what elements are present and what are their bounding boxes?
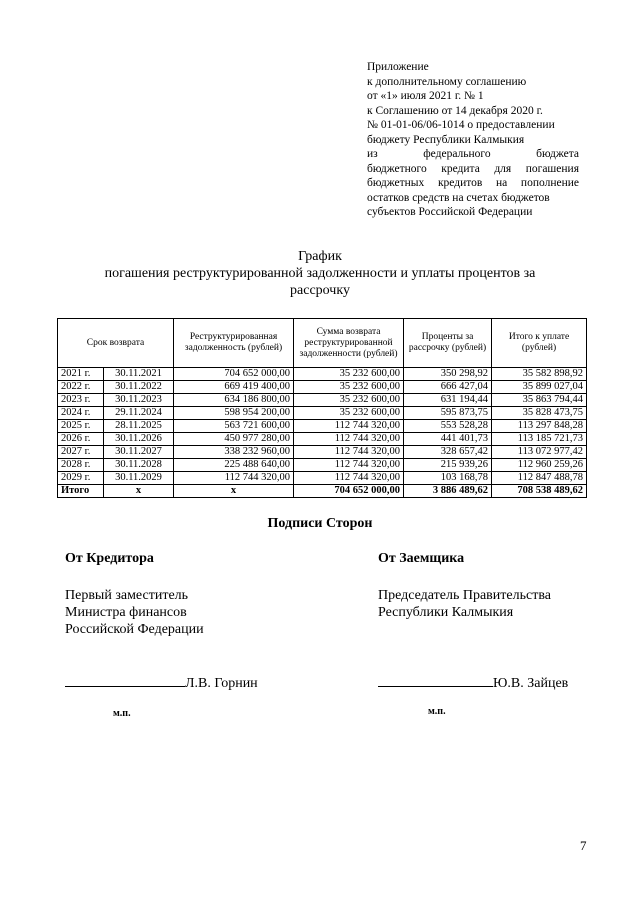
annex-line: от «1» июля 2021 г. № 1 — [367, 90, 484, 102]
creditor-stamp-place: м.п. — [113, 708, 131, 719]
total-total-cell: 708 538 489,62 — [492, 485, 587, 498]
debt-cell: 450 977 280,00 — [174, 433, 294, 446]
annex-line: из федерального бюджета — [367, 148, 579, 160]
total-debt-cell: x — [174, 485, 294, 498]
borrower-position — [378, 587, 618, 621]
repayment-cell: 112 744 320,00 — [294, 472, 404, 485]
signatures-title: Подписи Сторон — [267, 516, 373, 531]
creditor-header: От Кредитора — [65, 551, 154, 566]
annex-line: бюджетного кредита для погашения — [367, 162, 579, 175]
interest-cell: 350 298,92 — [404, 368, 492, 381]
year-cell: 2026 г. — [58, 433, 104, 446]
total-cell: 35 899 027,04 — [492, 381, 587, 394]
year-cell: 2024 г. — [58, 407, 104, 420]
table-row — [58, 407, 587, 420]
debt-cell: 112 744 320,00 — [174, 472, 294, 485]
debt-cell: 598 954 200,00 — [174, 407, 294, 420]
repayment-cell: 35 232 600,00 — [294, 394, 404, 407]
position-line: Республики Калмыкия — [378, 605, 514, 620]
debt-cell: 563 721 600,00 — [174, 420, 294, 433]
repayment-cell: 112 744 320,00 — [294, 446, 404, 459]
year-cell: 2021 г. — [58, 368, 104, 381]
debt-cell: 225 488 640,00 — [174, 459, 294, 472]
total-interest-cell: 3 886 489,62 — [404, 485, 492, 498]
header-interest: Проценты за рассрочку (рублей) — [404, 319, 492, 368]
total-cell: 35 863 794,44 — [492, 394, 587, 407]
repayment-cell: 35 232 600,00 — [294, 368, 404, 381]
creditor-block — [65, 550, 325, 638]
total-year-cell: Итого — [58, 485, 104, 498]
position-line: Первый заместитель — [65, 588, 189, 603]
year-cell: 2028 г. — [58, 459, 104, 472]
table-row — [58, 459, 587, 472]
annex-line: к дополнительному соглашению — [367, 75, 527, 88]
interest-cell: 215 939,26 — [404, 459, 492, 472]
annex-line: бюджетных кредитов на пополнение — [367, 177, 579, 189]
borrower-signature-line — [378, 676, 568, 692]
interest-cell: 595 873,75 — [404, 407, 492, 420]
annex-line: бюджету Республики Калмыкия — [367, 133, 525, 146]
debt-cell: 634 186 800,00 — [174, 394, 294, 407]
table-row — [58, 472, 587, 485]
total-cell: 113 297 848,28 — [492, 420, 587, 433]
table-row — [58, 420, 587, 433]
repayment-cell: 112 744 320,00 — [294, 433, 404, 446]
repayment-schedule-table — [57, 318, 587, 498]
table-total-row — [58, 485, 587, 498]
interest-cell: 553 528,28 — [404, 420, 492, 433]
repayment-cell: 35 232 600,00 — [294, 381, 404, 394]
borrower-header: От Заемщика — [378, 551, 465, 566]
table-row — [58, 381, 587, 394]
date-cell: 30.11.2022 — [104, 381, 174, 394]
annex-line: остатков средств на счетах бюджетов — [367, 191, 550, 204]
date-cell: 30.11.2021 — [104, 368, 174, 381]
annex-line: к Соглашению от 14 декабря 2020 г. — [367, 104, 543, 117]
annex-line: № 01-01-06/06-1014 о предоставлении — [367, 119, 555, 131]
repayment-cell: 112 744 320,00 — [294, 459, 404, 472]
signature-blank — [65, 686, 185, 687]
total-date-cell: x — [104, 485, 174, 498]
total-cell: 113 072 977,42 — [492, 446, 587, 459]
date-cell: 30.11.2029 — [104, 472, 174, 485]
document-title — [0, 248, 640, 299]
annex-line: субъектов Российской Федерации — [367, 206, 533, 218]
date-cell: 30.11.2023 — [104, 394, 174, 407]
header-repayment: Сумма возврата реструктурированной задолженности (рублей) — [294, 319, 404, 368]
header-debt: Реструктурированная задолженность (рублей) — [174, 319, 294, 368]
year-cell: 2023 г. — [58, 394, 104, 407]
interest-cell: 328 657,42 — [404, 446, 492, 459]
position-line: Российской Федерации — [65, 622, 204, 637]
date-cell: 30.11.2028 — [104, 459, 174, 472]
debt-cell: 669 419 400,00 — [174, 381, 294, 394]
total-cell: 35 582 898,92 — [492, 368, 587, 381]
total-repayment-cell: 704 652 000,00 — [294, 485, 404, 498]
title-line: погашения реструктурированной задолженности и уплаты процентов за — [104, 266, 536, 281]
year-cell: 2022 г. — [58, 381, 104, 394]
title-line: рассрочку — [290, 283, 350, 298]
interest-cell: 631 194,44 — [404, 394, 492, 407]
year-cell: 2025 г. — [58, 420, 104, 433]
total-cell: 113 185 721,73 — [492, 433, 587, 446]
date-cell: 30.11.2026 — [104, 433, 174, 446]
debt-cell: 704 652 000,00 — [174, 368, 294, 381]
header-total: Итого к уплате (рублей) — [492, 319, 587, 368]
borrower-name: Ю.В. Зайцев — [493, 676, 569, 691]
interest-cell: 666 427,04 — [404, 381, 492, 394]
creditor-signature-line — [65, 676, 258, 692]
repayment-cell: 35 232 600,00 — [294, 407, 404, 420]
title-line: График — [298, 249, 342, 264]
borrower-block — [378, 550, 618, 621]
table-row — [58, 446, 587, 459]
date-cell: 30.11.2027 — [104, 446, 174, 459]
creditor-name: Л.В. Горнин — [185, 676, 258, 691]
header-term: Срок возврата — [58, 319, 174, 368]
annex-block — [367, 60, 579, 220]
table-header-row — [58, 319, 587, 368]
total-cell: 112 847 488,78 — [492, 472, 587, 485]
total-cell: 112 960 259,26 — [492, 459, 587, 472]
year-cell: 2027 г. — [58, 446, 104, 459]
date-cell: 29.11.2024 — [104, 407, 174, 420]
interest-cell: 441 401,73 — [404, 433, 492, 446]
total-cell: 35 828 473,75 — [492, 407, 587, 420]
borrower-stamp-place: м.п. — [428, 706, 446, 717]
debt-cell: 338 232 960,00 — [174, 446, 294, 459]
table-row — [58, 433, 587, 446]
page-number: 7 — [580, 838, 587, 853]
date-cell: 28.11.2025 — [104, 420, 174, 433]
year-cell: 2029 г. — [58, 472, 104, 485]
interest-cell: 103 168,78 — [404, 472, 492, 485]
creditor-position — [65, 587, 325, 638]
position-line: Председатель Правительства — [378, 588, 551, 603]
signature-blank — [378, 686, 493, 687]
repayment-cell: 112 744 320,00 — [294, 420, 404, 433]
annex-line: Приложение — [367, 61, 429, 73]
table-row — [58, 394, 587, 407]
table-row — [58, 368, 587, 381]
position-line: Министра финансов — [65, 605, 187, 620]
